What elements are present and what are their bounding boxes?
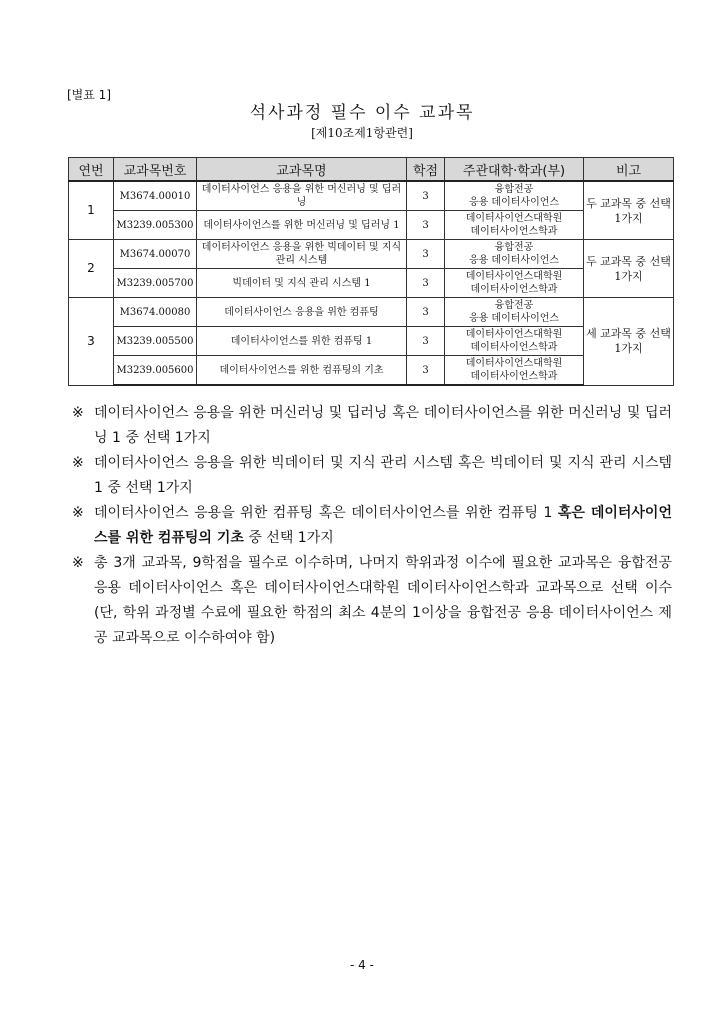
reference-mark: ※	[72, 405, 84, 421]
course-name: 데이터사이언스를 위한 머신러닝 및 딥러닝 1	[197, 211, 407, 240]
course-name: 데이터사이언스 응용을 위한 머신러닝 및 딥러닝	[197, 181, 407, 211]
required-courses-table	[68, 157, 674, 386]
note-3-bold: 혹은 데이터사이언스를 위한 컴퓨팅의 기초	[94, 505, 672, 546]
course-dept: 데이터사이언스대학원 데이터사이언스학과	[445, 356, 584, 386]
course-credit: 3	[407, 240, 445, 269]
document-title: 석사과정 필수 이수 교과목	[249, 103, 475, 123]
course-dept: 데이터사이언스대학원 데이터사이언스학과	[445, 327, 584, 356]
note-2	[72, 451, 672, 501]
table-row	[69, 269, 674, 298]
course-name: 데이터사이언스를 위한 컴퓨팅의 기초	[197, 356, 407, 386]
course-credit: 3	[407, 327, 445, 356]
course-credit: 3	[407, 181, 445, 211]
course-name: 데이터사이언스 응용을 위한 컴퓨팅	[197, 298, 407, 327]
header-no: 연번	[69, 158, 114, 182]
table-row	[69, 181, 674, 211]
course-code: M3239.005700	[114, 269, 197, 298]
table-row	[69, 211, 674, 240]
header-note: 비고	[584, 158, 674, 182]
notes-section	[72, 401, 672, 651]
note-1-text: 데이터사이언스 응용을 위한 머신러닝 및 딥러닝 혹은 데이터사이언스를 위한 머신러닝 및 딥러닝 1 중 선택 1가지	[94, 405, 672, 446]
table-row	[69, 356, 674, 386]
note-3-plain: 데이터사이언스 응용을 위한 컴퓨팅 혹은 데이터사이언스를 위한 컴퓨팅 1	[94, 505, 558, 521]
table-row	[69, 327, 674, 356]
course-code: M3674.00080	[114, 298, 197, 327]
course-dept: 융합전공 응용 데이터사이언스	[445, 181, 584, 211]
table-row	[69, 298, 674, 327]
note-4-text: 총 3개 교과목, 9학점을 필수로 이수하며, 나머지 학위과정 이수에 필요한 교과목은 융합전공 응용 데이터사이언스 혹은 데이터사이언스대학원 데이터사이언스학과 교과목으로 선택 이수(단, 학위 과정별 수료에 필요한 학점의 최소 4분의 1이상을 융합전공 응용 데이터사이언스 제공 교과목으로 이수하여야 함)	[94, 555, 672, 646]
course-code: M3674.00010	[114, 181, 197, 211]
group-number: 1	[69, 181, 114, 240]
group-number: 3	[69, 298, 114, 386]
reference-mark: ※	[72, 455, 84, 471]
group-note: 두 교과목 중 선택 1가지	[584, 181, 674, 240]
course-dept: 데이터사이언스대학원 데이터사이언스학과	[445, 211, 584, 240]
group-note: 세 교과목 중 선택 1가지	[584, 298, 674, 386]
note-2-text: 데이터사이언스 응용을 위한 빅데이터 및 지식 관리 시스템 혹은 빅데이터 및 지식 관리 시스템 1 중 선택 1가지	[94, 455, 672, 496]
note-3	[72, 501, 672, 551]
header-dept: 주관대학·학과(부)	[445, 158, 584, 182]
note-3-text	[94, 501, 672, 551]
note-4	[72, 551, 672, 651]
course-credit: 3	[407, 356, 445, 386]
course-dept: 융합전공 응용 데이터사이언스	[445, 298, 584, 327]
course-dept: 데이터사이언스대학원 데이터사이언스학과	[445, 269, 584, 298]
course-name: 데이터사이언스 응용을 위한 빅데이터 및 지식 관리 시스템	[197, 240, 407, 269]
course-code: M3674.00070	[114, 240, 197, 269]
course-credit: 3	[407, 269, 445, 298]
course-code: M3239.005500	[114, 327, 197, 356]
header-credit: 학점	[407, 158, 445, 182]
reference-mark: ※	[72, 505, 84, 521]
document-subtitle: [제10조제1항관련]	[311, 126, 413, 140]
reference-mark: ※	[72, 555, 84, 571]
note-1	[72, 401, 672, 451]
header-name: 교과목명	[197, 158, 407, 182]
course-name: 데이터사이언스를 위한 컴퓨팅 1	[197, 327, 407, 356]
course-credit: 3	[407, 211, 445, 240]
header-code: 교과목번호	[114, 158, 197, 182]
table-header-row	[69, 158, 674, 182]
group-number: 2	[69, 240, 114, 298]
group-note: 두 교과목 중 선택 1가지	[584, 240, 674, 298]
course-dept: 융합전공 응용 데이터사이언스	[445, 240, 584, 269]
course-credit: 3	[407, 298, 445, 327]
table-row	[69, 240, 674, 269]
course-code: M3239.005300	[114, 211, 197, 240]
course-name: 빅데이터 및 지식 관리 시스템 1	[197, 269, 407, 298]
page-number: - 4 -	[350, 958, 374, 972]
note-3-end: 중 선택 1가지	[243, 530, 334, 546]
annex-label: [별표 1]	[67, 88, 111, 102]
course-code: M3239.005600	[114, 356, 197, 386]
